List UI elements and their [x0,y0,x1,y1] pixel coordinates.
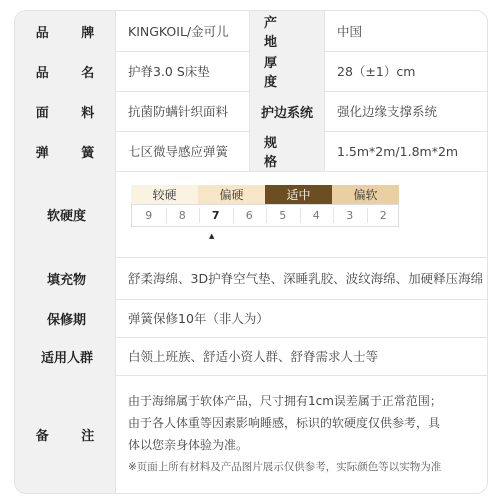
product-name-value: 护脊3.0 S床垫 [128,64,210,79]
brand-label: 品 牌 [15,11,115,51]
warranty-value: 弹簧保修10年（非人为） [128,311,269,326]
spring-label: 弹 簧 [15,131,115,171]
hardness-number-selected: 7 [211,209,220,222]
size-value: 1.5m*2m/1.8m*2m [337,143,459,159]
hardness-category-active: 适中 [265,185,332,204]
note-line: 体以您亲身体验为准。 [128,438,249,452]
warranty-row [15,299,487,338]
spec-row [15,91,487,132]
filling-label: 填充物 [15,257,115,299]
spring-value: 七区微导感应弹簧 [128,144,229,159]
spec-table [14,10,488,494]
hardness-category: 偏硬 [198,185,265,204]
audience-label: 适用人群 [15,337,115,375]
hardness-number: 8 [178,209,186,222]
audience-row [15,337,487,376]
origin-label: 产 地 [250,11,324,51]
edge-system-value: 强化边缘支撑系统 [337,104,438,119]
notes-content [116,375,487,493]
hardness-number: 2 [379,209,387,222]
spec-row [15,51,487,92]
hardness-label: 软硬度 [15,171,115,257]
note-line: 由于海绵属于软体产品，尺寸拥有1cm误差属于正常范围； [128,394,442,408]
hardness-number: 6 [245,209,253,222]
notes-label: 备 注 [15,375,115,493]
thickness-value: 28（±1）cm [337,64,416,79]
hardness-number: 9 [145,209,153,222]
fabric-label: 面 料 [15,91,115,131]
note-footnote: ※页面上所有材料及产品图片展示仅供参考，实际颜色等以实物为准 [128,461,442,473]
filling-row [15,257,487,300]
hardness-number: 4 [312,209,320,222]
thickness-label: 厚 度 [250,51,324,91]
edge-system-label: 护边系统 [250,91,324,131]
notes-row [15,375,487,493]
hardness-number: 5 [279,209,287,222]
filling-value: 舒柔海绵、3D护脊空气垫、深睡乳胶、波纹海绵、加硬释压海绵 [128,271,484,286]
size-label: 规 格 [250,131,324,171]
hardness-scale [131,185,399,240]
origin-value: 中国 [337,24,363,39]
hardness-numbers [131,204,399,227]
hardness-row [15,171,487,258]
brand-value: KINGKOIL/金可儿 [128,24,229,39]
hardness-category: 较硬 [131,185,198,204]
audience-value: 白领上班族、舒适小资人群、舒脊需求人士等 [128,349,379,364]
hardness-number: 3 [346,209,354,222]
note-line: 由于各人体重等因素影响睡感，标识的软硬度仅供参考，具 [128,416,441,430]
warranty-label: 保修期 [15,299,115,337]
selected-marker-icon: ▲ [209,232,215,240]
hardness-category: 偏软 [332,185,399,204]
spec-row [15,11,487,52]
product-name-label: 品 名 [15,51,115,91]
spec-row [15,131,487,172]
fabric-value: 抗菌防螨针织面料 [128,104,229,119]
